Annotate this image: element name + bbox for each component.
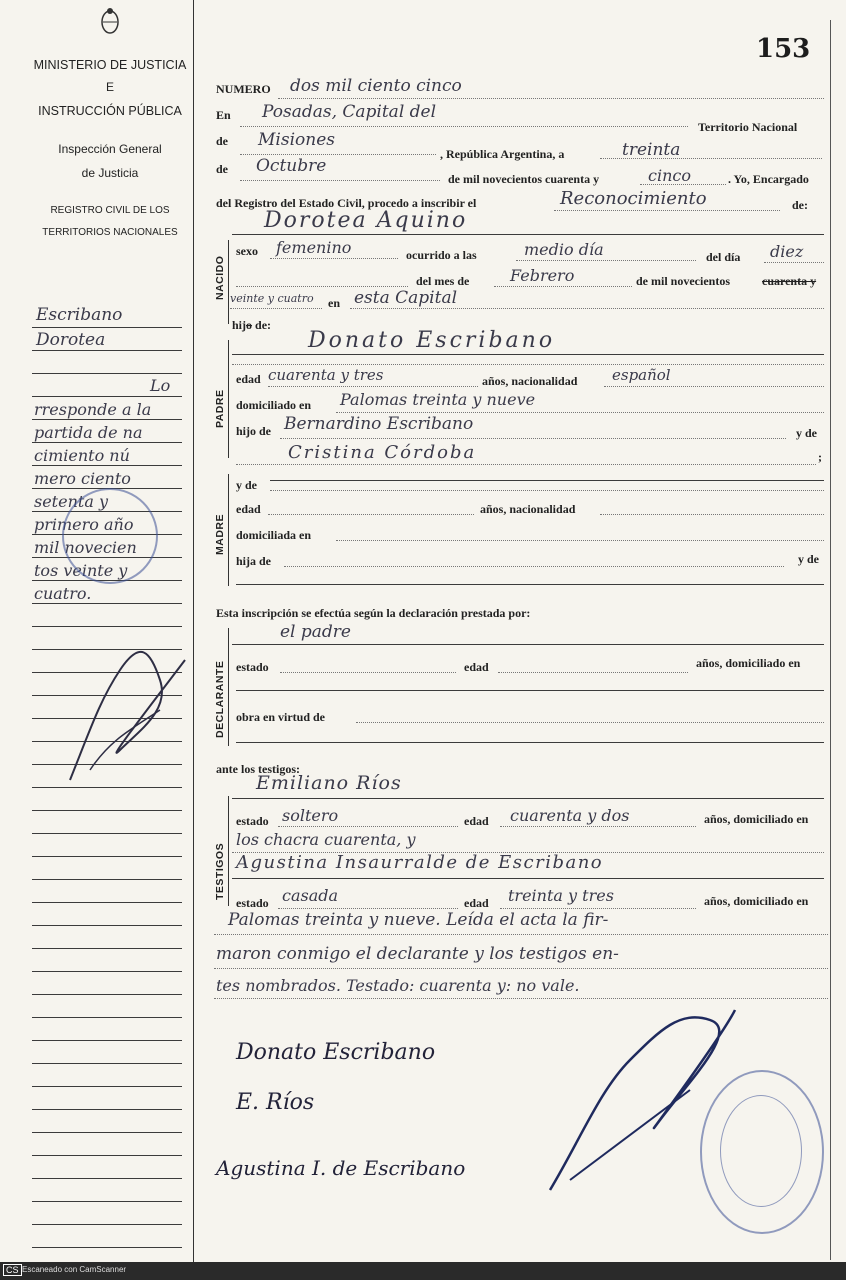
testigo1-anios-label: años, domiciliado en [704,812,809,826]
mil-label: de mil novecientos cuarenta y [448,172,600,186]
madre-y-de2-label: y de [798,552,819,566]
coat-of-arms-icon [98,6,122,36]
madre-anios-label: años, nacionalidad [480,502,576,516]
padre-madre-value: Cristina Córdoba [288,442,477,463]
obra-label: obra en virtud de [236,710,326,724]
ante-label: ante los testigos: [216,762,300,776]
padre-anios-label: años, nacionalidad [482,374,578,388]
testigo1-edad-label: edad [464,814,489,828]
numero-label: NUMERO [216,82,271,96]
right-margin-rule [830,20,831,1260]
de3-label: de: [792,198,808,212]
encargado-label: . Yo, Encargado [728,172,809,186]
testigos-section-label: TESTIGOS [214,842,226,900]
de2-label: de [216,162,228,176]
official-stamp-small [62,488,158,584]
padre-section-label: PADRE [214,389,226,428]
hora-value: medio día [524,240,604,259]
firma-rios: E. Ríos [236,1090,315,1115]
madre-y-de-label: y de [236,478,257,492]
ministry-line-1: MINISTERIO DE JUSTICIA [33,58,187,72]
sexo-label: sexo [236,244,258,258]
padre-punto-coma: ; [818,450,822,464]
inspection-line-1: Inspección General [58,142,162,156]
inscripcion-label: Esta inscripción se efectúa según la declaración prestada por: [216,606,531,620]
margin-note-line: cimiento nú [34,446,130,465]
margin-signature-icon [60,640,190,790]
de-value: Misiones [258,130,335,150]
mes-nacido-value: Febrero [510,266,575,285]
padre-domicilio-label: domiciliado en [236,398,312,412]
mes-value: Octubre [256,156,327,176]
declarante-edad-label: edad [464,660,489,674]
testigo2-estado-value: casada [282,886,339,905]
margin-note-line: Dorotea [36,330,106,350]
scanner-text: Escaneado con CamScanner [22,1265,127,1274]
testigo1-nombre: Emiliano Ríos [256,772,402,794]
padre-nacionalidad-value: español [612,366,671,384]
margin-note-line: primero año [34,515,134,534]
acto-value: Reconocimiento [560,188,707,209]
firma-donato: Donato Escribano [236,1040,436,1065]
padre-padre-value: Bernardino Escribano [284,414,474,434]
camscanner-badge: CS [3,1264,22,1276]
padre-hijo-label: hijo de [236,424,272,438]
margin-note-line: rresponde a la [34,400,152,419]
registry-line-2: TERRITORIOS NACIONALES [42,227,178,238]
numero-value: dos mil ciento cinco [290,76,462,96]
madre-edad-label: edad [236,502,261,516]
anio-value: cinco [648,166,691,185]
official-stamp-inner [720,1095,802,1207]
margin-note-line: mil novecien [34,538,137,557]
testigo1-estado-label: estado [236,814,269,828]
padre-edad-label: edad [236,372,261,386]
ministry-line-3: INSTRUCCIÓN PÚBLICA [38,104,182,118]
republica-label: , República Argentina, a [440,147,565,161]
cuarenta-struck: cuarenta y [762,274,817,288]
testigo2-estado-label: estado [236,896,269,910]
dia-nacido-value: diez [770,242,804,261]
padre-y-de-label: y de [796,426,817,440]
ocurrido-label: ocurrido a las [406,248,477,262]
margin-note-line: mero ciento [34,469,131,488]
testigo1-estado-value: soltero [282,806,339,825]
territorio-label: Territorio Nacional [698,120,798,134]
declarante-estado-label: estado [236,660,269,674]
mes-nacido-label: del mes de [416,274,470,288]
padre-edad-value: cuarenta y tres [268,366,384,384]
dia-label: del día [706,250,741,264]
testigo2-edad-label: edad [464,896,489,910]
dia-value: treinta [622,140,681,160]
margin-note-line: partida de na [34,423,143,442]
en-nacido-label: en [328,296,340,310]
hijo-de: de: [255,318,272,332]
scanner-footer [0,1262,846,1280]
margin-note-line: cuatro. [34,584,92,603]
left-margin-rule [193,0,194,1262]
declarante-section-label: DECLARANTE [214,660,226,738]
lugar-value: esta Capital [354,288,458,308]
madre-domiciliada-label: domiciliada en [236,528,312,542]
testigo2-edad-value: treinta y tres [508,886,614,905]
en-value: Posadas, Capital del [262,102,437,122]
anio-nacido-value: veinte y cuatro [230,292,314,305]
registro-label: del Registro del Estado Civil, procedo a inscribir el [216,196,477,210]
declarante-value: el padre [280,622,351,642]
mil-nacido-label: de mil novecientos [636,274,730,288]
ministry-line-2: E [105,80,114,94]
madre-hija-label: hija de [236,554,272,568]
testigo2-anios-label: años, domiciliado en [704,894,809,908]
declarante-anios-label: años, domiciliado en [696,656,801,670]
margin-note-line: Escribano [36,305,123,325]
padre-domicilio-value: Palomas treinta y nueve [340,390,536,409]
page-number: 153 [756,34,811,64]
padre-nombre-value: Donato Escribano [308,328,556,353]
inspection-line-2: de Justicia [81,166,139,180]
testigo2-nombre: Agustina Insaurralde de Escribano [236,852,604,873]
cierre-line-2: maron conmigo el declarante y los testigos en- [216,944,619,964]
hijo-struck: o [246,318,253,332]
hijo-prefix: hij [232,318,247,332]
margin-note-line: setenta y [34,492,108,511]
cierre-line-3: tes nombrados. Testado: cuarenta y: no vale. [216,976,580,995]
hijo-label [232,318,271,333]
de-label: de [216,134,228,148]
registry-line-1: REGISTRO CIVIL DE LOS [50,205,170,216]
nacido-section-label: NACIDO [214,255,226,300]
en-label: En [216,108,231,122]
testigo1-edad-value: cuarenta y dos [510,806,630,825]
firma-agustina: Agustina I. de Escribano [216,1156,466,1180]
cierre-line-1: Palomas treinta y nueve. Leída el acta la fir- [228,910,609,930]
sexo-value: femenino [276,238,352,257]
margin-note-line: Lo [150,376,171,395]
madre-section-label: MADRE [214,514,226,555]
nombre-value: Dorotea Aquino [264,208,468,233]
testigo1-domicilio: los chacra cuarenta, y [236,830,416,849]
margin-note-line: tos veinte y [34,561,128,580]
